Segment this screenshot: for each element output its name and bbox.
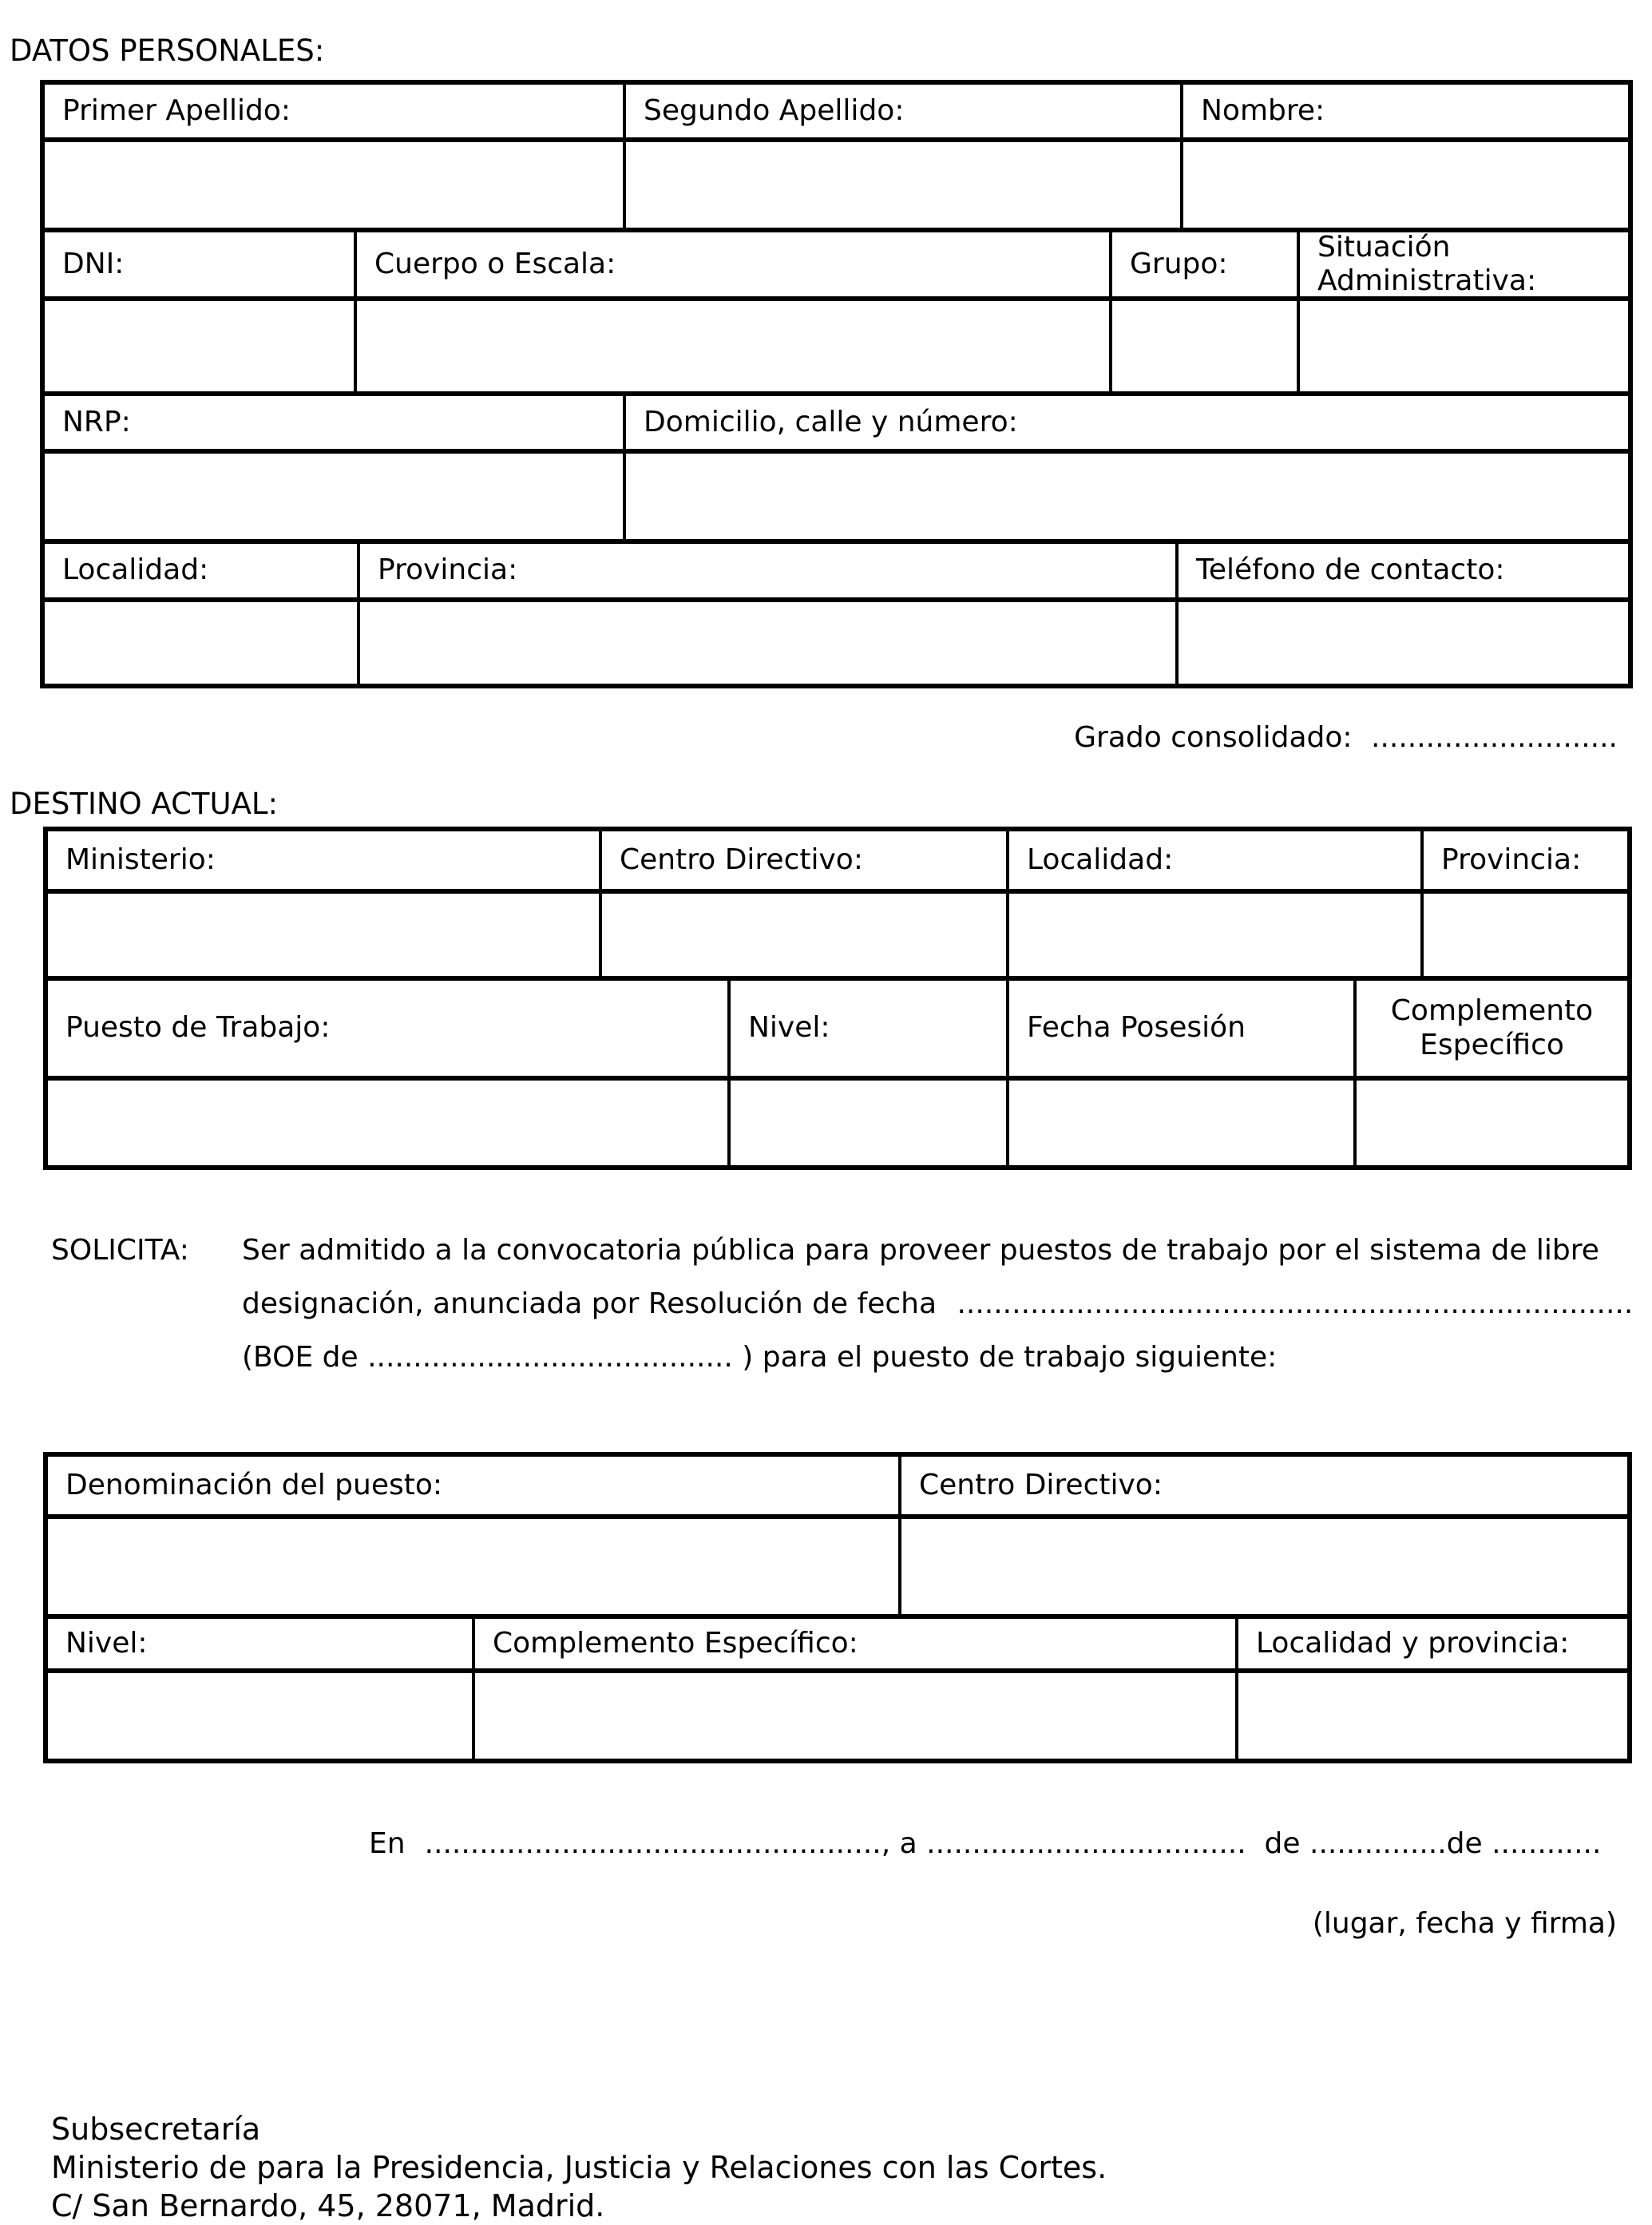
field-primer-apellido [45,142,623,228]
datos-personales-title: DATOS PERSONALES: [10,34,325,68]
de-label-2: de [1446,1827,1492,1860]
label-nivel-solicitado: Nivel: [48,1619,472,1673]
field-localidad-actual [1009,894,1420,976]
field-complemento-especifico-solicitado [475,1673,1235,1759]
field-localidad [45,602,357,688]
row-denominacion [48,1457,1627,1614]
row-puesto-trabajo [48,976,1627,1165]
label-telefono-contacto: Teléfono de contacto: [1179,544,1628,602]
label-nivel-actual: Nivel: [731,981,1006,1081]
label-denominacion-puesto: Denominación del puesto: [48,1457,898,1519]
lugar-fecha-line [369,1827,1601,1860]
solicita-line-2-text: designación, anunciada por Resolución de fecha [242,1287,937,1320]
field-grupo [1112,301,1297,391]
grado-consolidado-dots: ........................... [1371,721,1618,754]
row-apellidos [45,85,1628,228]
label-dni: DNI: [45,232,354,301]
grado-consolidado-line [1074,721,1618,754]
field-segundo-apellido [626,142,1180,228]
field-domicilio [626,454,1628,539]
solicita-line-3-post: ) para el puesto de trabajo siguiente: [742,1341,1278,1374]
label-centro-directivo-actual: Centro Directivo: [602,831,1006,894]
boe-label: (BOE de [242,1341,368,1374]
footer-subsecretaria: Subsecretaría [51,2112,261,2147]
grado-consolidado-label: Grado consolidado: [1074,721,1353,754]
field-centro-directivo-solicitado [901,1519,1627,1614]
field-localidad-y-provincia [1238,1673,1627,1759]
label-fecha-posesion: Fecha Posesión [1009,981,1353,1081]
row-localidad-provincia [45,539,1628,688]
en-label: En [369,1827,406,1860]
label-ministerio: Ministerio: [48,831,599,894]
destino-actual-title: DESTINO ACTUAL: [10,787,278,821]
lugar-dots: .................................................. [424,1827,881,1860]
field-provincia-actual [1424,894,1627,976]
label-complemento-especifico-actual: Complemento Específico [1357,981,1627,1081]
row-ministerio [48,831,1627,976]
label-provincia: Provincia: [360,544,1175,602]
label-primer-apellido: Primer Apellido: [45,85,623,142]
label-nrp: NRP: [45,396,623,454]
label-domicilio: Domicilio, calle y número: [626,396,1628,454]
a-label: , a [881,1827,927,1860]
field-nrp [45,454,623,539]
field-provincia [360,602,1175,688]
field-puesto-trabajo [48,1081,727,1165]
solicita-line-1: Ser admitido a la convocatoria pública para proveer puestos de trabajo por el sistema de libre [242,1234,1599,1267]
boe-dots: ........................................ [367,1341,733,1374]
field-nivel-solicitado [48,1673,472,1759]
field-denominacion-puesto [48,1519,898,1614]
field-complemento-especifico-actual [1357,1081,1627,1165]
row-nivel-complemento [48,1614,1627,1759]
mes-dots: ............... [1309,1827,1447,1860]
field-fecha-posesion [1009,1081,1353,1165]
lugar-fecha-firma-note: (lugar, fecha y firma) [1312,1907,1617,1940]
label-nombre: Nombre: [1183,85,1628,142]
datos-personales-table [40,80,1633,688]
footer-direccion: C/ San Bernardo, 45, 28071, Madrid. [51,2188,605,2223]
label-centro-directivo-solicitado: Centro Directivo: [901,1457,1627,1519]
field-nivel-actual [731,1081,1006,1165]
label-localidad-y-provincia: Localidad y provincia: [1238,1619,1627,1673]
label-provincia-actual: Provincia: [1424,831,1627,894]
row-nrp-domicilio [45,391,1628,539]
label-localidad: Localidad: [45,544,357,602]
label-cuerpo-escala: Cuerpo o Escala: [357,232,1109,301]
field-cuerpo-escala [357,301,1109,391]
label-situacion-administrativa: Situación Administrativa: [1300,232,1628,301]
label-localidad-actual: Localidad: [1009,831,1420,894]
label-complemento-especifico-solicitado: Complemento Específico: [475,1619,1235,1673]
field-telefono-contacto [1179,602,1628,688]
field-ministerio [48,894,599,976]
solicita-label: SOLICITA: [51,1234,189,1267]
field-situacion-administrativa [1300,301,1628,391]
label-puesto-trabajo: Puesto de Trabajo: [48,981,727,1081]
solicita-line-3 [242,1331,1633,1384]
field-dni [45,301,354,391]
solicita-line-2 [242,1277,1633,1331]
solicita-paragraph [51,1224,1633,1384]
anio-dots: ............ [1492,1827,1602,1860]
field-nombre [1183,142,1628,228]
row-dni-cuerpo [45,228,1628,391]
destino-actual-table [43,827,1632,1170]
de-label-1: de [1246,1827,1309,1860]
puesto-solicitado-table [43,1452,1632,1763]
label-grupo: Grupo: [1112,232,1297,301]
field-centro-directivo-actual [602,894,1006,976]
resolucion-fecha-dots: .......................................................................... [957,1287,1634,1320]
label-segundo-apellido: Segundo Apellido: [626,85,1180,142]
footer-address [51,2110,1107,2225]
footer-ministerio: Ministerio de para la Presidencia, Justicia y Relaciones con las Cortes. [51,2150,1107,2185]
dia-dots: ................................... [926,1827,1246,1860]
